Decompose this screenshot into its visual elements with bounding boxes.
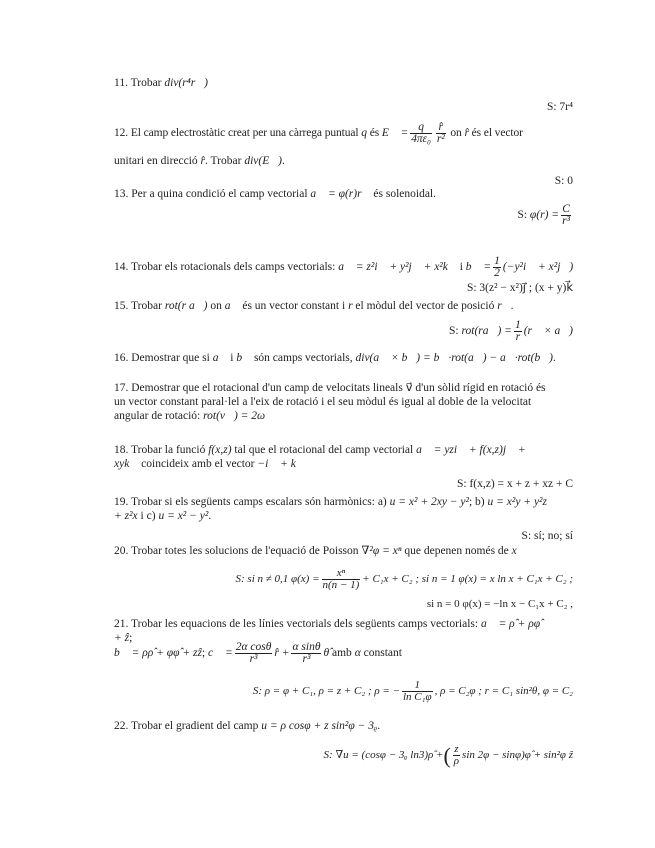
math-expression: + C₁x + C₂ ; si n = 1 φ(x) = x ln x + C₁x + C₂ ; <box>362 573 573 586</box>
math-expression: u = x²y + y²z + z²x <box>114 496 547 522</box>
problem-text: Trobar la funció <box>131 444 206 456</box>
solution-13 <box>517 204 573 227</box>
problem-text: és un vector constant i <box>242 300 346 312</box>
math-symbol: q <box>361 127 367 140</box>
problem-22 <box>114 720 539 733</box>
fraction: $\frac{\text{xⁿ}}{n(n - 1)}$ <box>322 567 360 591</box>
problem-number: 20. <box>114 545 129 557</box>
math-expression: −i⃗ + k⃗ <box>257 458 305 470</box>
problem-15 <box>114 300 554 313</box>
problem-21-line-2 <box>114 642 554 665</box>
problem-text: és el vector <box>471 127 523 140</box>
solution-12: S: 0 <box>554 175 573 187</box>
math-expression: rot(r a⃗) <box>164 300 208 312</box>
fraction: $\frac{r̂}{\text{r²}}$ <box>436 121 445 145</box>
solution-22 <box>324 744 573 767</box>
problem-text: constant <box>363 647 402 660</box>
problem-text: Trobar si els següents camps escalars són harmònics: a) <box>131 496 387 508</box>
punctuation: . <box>377 720 381 732</box>
solution-label: S: <box>517 209 528 222</box>
math-expression: u = x² − y² <box>158 510 209 522</box>
fraction: $\frac{1}{r}$ <box>514 319 521 343</box>
problem-text: el mòdul del vector de posició <box>355 300 495 312</box>
math-symbol: x <box>511 545 517 557</box>
problem-21 <box>114 617 549 645</box>
math-expression: rot(ra⃗) = <box>461 325 512 338</box>
problem-text: Trobar els rotacionals dels camps vectorials: <box>131 261 336 274</box>
problem-text: i <box>459 261 463 274</box>
fraction: $\frac{1}{2}$ <box>494 255 500 279</box>
math-expression: rot(v⃗) = 2ω⃗ <box>203 410 275 422</box>
math-expression: div(E⃗) <box>244 155 283 167</box>
problem-text: on <box>450 127 462 140</box>
problem-text: ; b) <box>468 496 485 508</box>
problem-number: 12. <box>114 127 129 140</box>
math-expression: S: si n ≠ 0,1 φ(x) = <box>235 573 320 586</box>
problem-text: són camps vectorials, <box>253 352 353 364</box>
math-symbol: r̂ <box>200 155 206 167</box>
solution-14: S: 3(z² − x²)j⃗ ; (x + y)k⃗ <box>466 282 573 294</box>
problem-text: i <box>230 352 234 364</box>
problem-number: 22. <box>114 720 129 732</box>
punctuation: . <box>552 352 556 364</box>
punctuation: ; <box>129 632 133 644</box>
problem-number: 14. <box>114 261 129 274</box>
punctuation: . <box>510 300 514 312</box>
math-expression: sin 2φ − sinφ)φ̂ + sin²φ ẑ <box>462 749 573 762</box>
math-expression: div(r⁴r⃗) <box>164 77 208 89</box>
solution-19: S: sí; no; sí <box>521 530 573 542</box>
math-expression: θ̂ <box>323 647 330 660</box>
solution-20-line-2: si n = 0 φ(x) = −ln x − C₁x + C₂ , <box>426 598 573 610</box>
problem-text: que depenen només de <box>404 545 509 557</box>
problem-18 <box>114 443 549 471</box>
problem-text: tal que el rotacional del camp vectorial <box>234 444 414 456</box>
problem-text: Trobar <box>130 77 162 89</box>
problem-number: 11. <box>114 77 128 89</box>
problem-16 <box>114 352 554 365</box>
problem-17 <box>114 381 549 423</box>
problem-text: és solenoidal. <box>373 188 436 200</box>
solution-label: S: <box>449 325 459 338</box>
punctuation: . <box>282 155 285 167</box>
fraction: $\frac{q}{\text{4πε₀}}$ <box>411 121 431 145</box>
problem-number: 21. <box>114 618 129 630</box>
problem-text: El camp electrostàtic creat per una càrrega puntual <box>130 127 359 140</box>
problem-text: unitari en direcció <box>114 155 198 167</box>
problem-20 <box>114 545 554 558</box>
math-expression: div(a⃗ × b⃗) = b⃗·rot(a⃗) − a⃗·rot(b⃗) <box>355 352 553 364</box>
left-paren: ( <box>443 743 451 768</box>
problem-text: Per a quina condició el camp vectorial <box>131 188 308 200</box>
problem-text: Trobar totes les solucions de l'equació de Poisson <box>131 545 359 557</box>
math-expression: S: ρ = φ + C₁, ρ = z + C₂ ; ρ = − <box>252 685 400 698</box>
problem-number: 18. <box>114 444 129 456</box>
math-expression: a⃗ = ρ̂ + ρφ̂ + ẑ <box>114 618 541 644</box>
math-expression: r̂ + <box>274 647 290 660</box>
problem-14 <box>114 255 574 279</box>
problem-text: Demostrar que el rotacional d'un camp de velocitats lineals v⃗ d'un sòlid rígid en rotació és un vector constant paral·lel a l'eix de rotació i el seu mòdul és igual al doble de la velocitat angular de rotació: <box>114 382 546 422</box>
problem-text: Trobar <box>131 300 162 312</box>
punctuation: ; <box>201 647 206 660</box>
math-expression: ∇²φ = xⁿ <box>361 545 402 557</box>
fraction: $\frac{z}{\rho}$ <box>453 743 460 767</box>
fraction: $\frac{\text{α sinθ}}{\text{r³}}$ <box>292 641 321 665</box>
math-symbol: a⃗ <box>212 352 228 364</box>
math-symbol: E⃗ = <box>381 127 409 140</box>
solution-21 <box>253 680 573 703</box>
problem-number: 16. <box>114 352 129 364</box>
problem-text: . Trobar <box>205 155 242 167</box>
solution-20-line-1 <box>236 568 574 591</box>
problem-11 <box>114 77 539 90</box>
problem-text: és <box>369 127 380 140</box>
problem-number: 19. <box>114 496 129 508</box>
problem-text: Trobar les equacions de les línies vectorials dels següents camps vectorials: <box>131 618 479 630</box>
math-expression: a⃗ = φ(r)r⃗ <box>310 188 371 200</box>
problem-number: 13. <box>114 188 129 200</box>
problem-12 <box>114 122 554 145</box>
math-expression: , ρ = C₂φ ; r = C₁ sin²θ, φ = C₂ <box>434 685 573 698</box>
problem-19 <box>114 495 549 523</box>
math-expression: a⃗ = z²i⃗ + y²j⃗ + x²k⃗ <box>338 261 457 274</box>
solution-15 <box>449 320 573 343</box>
problem-text: Trobar el gradient del camp <box>131 720 259 732</box>
fraction: $\frac{\text{2α cosθ}}{\text{r³}}$ <box>235 641 272 665</box>
math-expression: b⃗ = ρρ̂ + φφ̂ + zẑ <box>114 647 202 660</box>
math-symbol: r⃗ <box>497 300 511 312</box>
problem-text: coincideix amb el vector <box>141 458 255 470</box>
problem-text: amb <box>332 647 352 660</box>
math-symbol: a⃗ <box>224 300 240 312</box>
fraction: $\frac{1}{\text{ln C₁φ}}$ <box>403 679 432 703</box>
math-expression: S: ∇u = (cosφ − 3ᵨ ln3)ρ̂ + <box>323 749 444 762</box>
problem-text: Demostrar que si <box>131 352 210 364</box>
math-symbol: α <box>354 647 361 660</box>
math-symbol: r <box>348 300 353 312</box>
math-symbol: b⃗ <box>236 352 252 364</box>
math-expression: f(x,z) <box>208 444 232 456</box>
problem-number: 17. <box>114 382 129 394</box>
problem-number: 15. <box>114 300 129 312</box>
punctuation: . <box>208 510 212 522</box>
math-expression: u = x² + 2xy − y² <box>389 496 469 508</box>
problem-text: i c) <box>140 510 156 522</box>
math-expression: a⃗ = yzi⃗ + f(x,z)j⃗ + xyk⃗ <box>114 444 526 470</box>
solution-11: S: 7r⁴ <box>546 101 573 113</box>
problem-12-line-2 <box>114 155 539 168</box>
math-expression: (−y²i⃗ + x²j⃗) <box>502 261 574 274</box>
problem-text: on <box>210 300 222 312</box>
math-expression: u = ρ cosφ + z sin²φ − 3ᵨ <box>261 720 378 732</box>
math-expression: (r⃗ × a⃗) <box>523 325 573 338</box>
problem-13 <box>114 188 539 201</box>
fraction: $\frac{C}{\text{r³}}$ <box>562 203 570 227</box>
solution-18: S: f(x,z) = x + z + xz + C <box>456 478 573 490</box>
math-expression: c⃗ = <box>208 647 233 660</box>
math-expression: φ(r) = <box>529 209 560 222</box>
math-expression: b⃗ = <box>465 261 492 274</box>
math-symbol: r̂ <box>464 127 469 140</box>
